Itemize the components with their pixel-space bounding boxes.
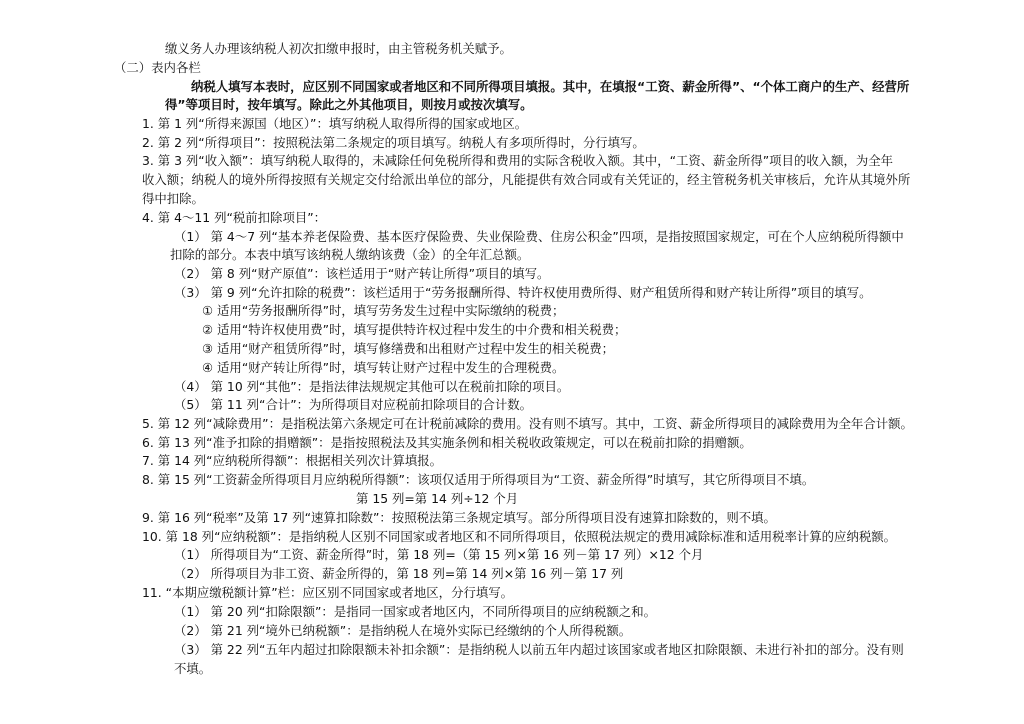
list-item-1: 1. 第 1 列“所得来源国（地区）”：填写纳税人取得所得的国家或地区。 (142, 116, 528, 131)
bold-paragraph-line: 得”等项目时，按年填写。除此之外其他项目，则按月或按次填写。 (165, 97, 533, 112)
list-item-8: 8. 第 15 列“工资薪金所得项目月应纳税所得额”：该项仅适用于所得项目为“工资、薪金所得”时填写，其它所得项目不填。 (142, 472, 815, 487)
bold-paragraph-line: 纳税人填写本表时，应区别不同国家或者地区和不同所得项目填报。其中，在填报“工资、薪金所得”、“个体工商户的生产、经营所 (191, 79, 910, 94)
sub-item-10-1: （1） 所得项目为“工资、薪金所得”时，第 18 列=（第 15 列×第 16 列－第 17 列）×12 个月 (174, 547, 704, 562)
list-item-3-cont: 收入额；纳税人的境外所得按照有关规定交付给派出单位的部分，凡能提供有效合同或有关凭证的，经主管税务机关审核后，允许从其境外所 (142, 172, 911, 187)
sub-item-4-4: （4） 第 10 列“其他”：是指法律法规规定其他可以在税前扣除的项目。 (174, 379, 570, 394)
intro-line: 缴义务人办理该纳税人初次扣缴申报时，由主管税务机关赋予。 (165, 41, 512, 56)
sub-sub-item: ① 适用“劳务报酬所得”时，填写劳务发生过程中实际缴纳的税费； (202, 303, 565, 318)
sub-item-4-2: （2） 第 8 列“财产原值”：该栏适用于“财产转让所得”项目的填写。 (174, 266, 550, 281)
list-item-10: 10. 第 18 列“应纳税额”：是指纳税人区别不同国家或者地区和不同所得项目，依照税法规定的费用减除标准和适用税率计算的应纳税额。 (142, 529, 897, 544)
list-item-4: 4. 第 4～11 列“税前扣除项目”： (142, 210, 327, 225)
sub-item-11-1: （1） 第 20 列“扣除限额”：是指同一国家或者地区内，不同所得项目的应纳税额之和。 (174, 604, 656, 619)
list-item-11: 11. “本期应缴税额计算”栏：应区别不同国家或者地区，分行填写。 (142, 585, 514, 600)
section-title: （二）表内各栏 (114, 60, 201, 75)
list-item-5: 5. 第 12 列“减除费用”：是指税法第六条规定可在计税前减除的费用。没有则不填写。其中，工资、薪金所得项目的减除费用为全年合计额。 (142, 416, 913, 431)
sub-item-4-1: （1） 第 4～7 列“基本养老保险费、基本医疗保险费、失业保险费、住房公积金”四项，是指按照国家规定，可在个人应纳税所得额中 (174, 229, 904, 244)
list-item-6: 6. 第 13 列“准予扣除的捐赠额”：是指按照税法及其实施条例和相关税收政策规定，可以在税前扣除的捐赠额。 (142, 435, 752, 450)
sub-item-11-3-cont: 不填。 (174, 661, 212, 676)
sub-item-4-3: （3） 第 9 列“允许扣除的税费”：该栏适用于“劳务报酬所得、特许权使用费所得、财产租赁所得和财产转让所得”项目的填写。 (174, 285, 872, 300)
sub-item-10-2: （2） 所得项目为非工资、薪金所得的，第 18 列=第 14 列×第 16 列－第 17 列 (174, 566, 624, 581)
sub-item-4-1-cont: 扣除的部分。本表中填写该纳税人缴纳该费（金）的全年汇总额。 (170, 247, 530, 262)
sub-item-11-2: （2） 第 21 列“境外已纳税额”：是指纳税人在境外实际已经缴纳的个人所得税额。 (174, 623, 632, 638)
sub-sub-item: ④ 适用“财产转让所得”时，填写转让财产过程中发生的合理税费。 (202, 360, 565, 375)
sub-item-11-3: （3） 第 22 列“五年内超过扣除限额未补扣余额”：是指纳税人以前五年内超过该国家或者地区扣除限额、未进行补扣的部分。没有则 (174, 642, 904, 657)
list-item-2: 2. 第 2 列“所得项目”：按照税法第二条规定的项目填写。纳税人有多项所得时，分行填写。 (142, 135, 645, 150)
list-item-3-cont: 得中扣除。 (142, 191, 204, 206)
list-item-7: 7. 第 14 列“应纳税所得额”：根据相关列次计算填报。 (142, 453, 443, 468)
list-item-9: 9. 第 16 列“税率”及第 17 列“速算扣除数”：按照税法第三条规定填写。部分所得项目没有速算扣除数的，则不填。 (142, 510, 776, 525)
list-item-3: 3. 第 3 列“收入额”：填写纳税人取得的，未减除任何免税所得和费用的实际含税收入额。其中，“工资、薪金所得”项目的收入额，为全年 (142, 153, 894, 168)
sub-sub-item: ③ 适用“财产租赁所得”时，填写修缮费和出租财产过程中发生的相关税费； (202, 341, 614, 356)
formula-line: 第 15 列=第 14 列÷12 个月 (356, 491, 519, 506)
sub-item-4-5: （5） 第 11 列“合计”：为所得项目对应税前扣除项目的合计数。 (174, 397, 533, 412)
sub-sub-item: ② 适用“特许权使用费”时，填写提供特许权过程中发生的中介费和相关税费； (202, 322, 627, 337)
